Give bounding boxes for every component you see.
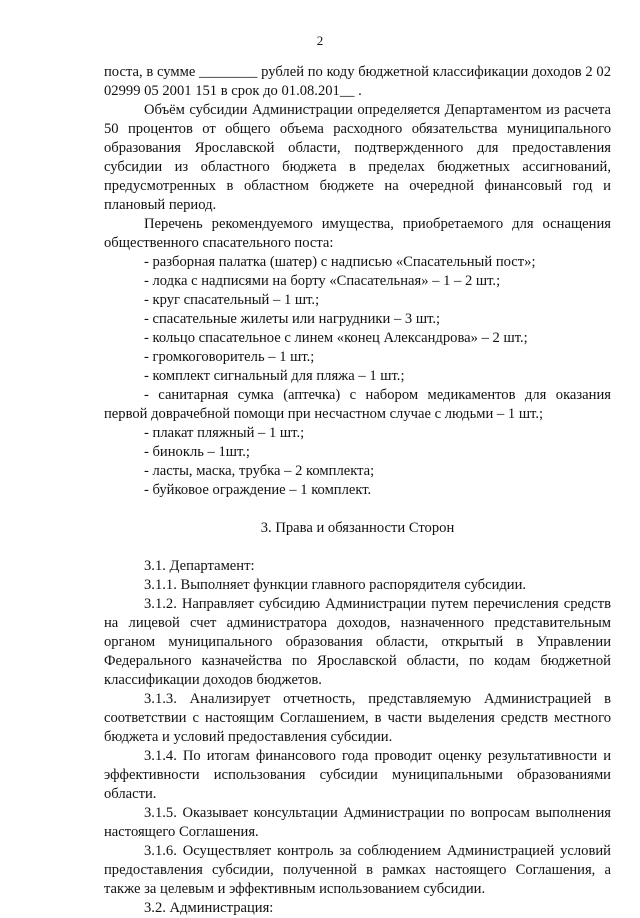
clause: 3.1.5. Оказывает консультации Администрации по вопросам выполнения настоящего Соглашения. — [104, 805, 611, 840]
list-item: - буйковое ограждение – 1 комплект. — [144, 482, 372, 498]
clause: 3.1.1. Выполняет функции главного распорядителя субсидии. — [144, 577, 527, 593]
clause: 3.1.4. По итогам финансового года проводит оценку результативности и эффективности использования субсидии муниципальными образованиями области. — [104, 748, 611, 802]
list-item: - лодка с надписями на борту «Спасательная» – 1 – 2 шт.; — [144, 273, 501, 289]
clause: 3.1.2. Направляет субсидию Администрации путем перечисления средств на лицевой счет администратора доходов, назначенного представительным органом муниципального образования области, открытый в Управлении Федерального казначейства по Ярославской области, по кодам бюджетной классификации доходов бюджетов. — [104, 596, 611, 688]
payment-terms-line: поста, в сумме ________ рублей по коду бюджетной классификации доходов 2 02 02999 05 2001 151 в срок до 01.08.201__ . — [104, 64, 611, 99]
list-item: - разборная палатка (шатер) с надписью «Спасательный пост»; — [144, 254, 536, 270]
list-item: - комплект сигнальный для пляжа – 1 шт.; — [144, 368, 405, 384]
section-heading: 3. Права и обязанности Сторон — [260, 520, 455, 536]
subsidy-volume-paragraph: Объём субсидии Администрации определяется Департаментом из расчета 50 процентов от общего объема расходного обязательства муниципального образования Ярославской области, подтвержденного для предоставления субсидии из областного бюджета в пределах бюджетных ассигнований, предусмотренных в областном бюджете на очередной финансовый год и плановый период. — [104, 102, 611, 213]
page-number: 2 — [316, 33, 324, 48]
list-item: - круг спасательный – 1 шт.; — [144, 292, 320, 308]
equipment-list-intro: Перечень рекомендуемого имущества, приобретаемого для оснащения общественного спасательного поста: — [104, 216, 611, 251]
list-item: - плакат пляжный – 1 шт.; — [144, 425, 305, 441]
list-item: - громкоговоритель – 1 шт.; — [144, 349, 315, 365]
list-item: - спасательные жилеты или нагрудники – 3 шт.; — [144, 311, 441, 327]
list-item: - санитарная сумка (аптечка) с набором медикаментов для оказания первой доврачебной помощи при несчастном случае с людьми – 1 шт.; — [104, 387, 611, 422]
list-item: - бинокль – 1шт.; — [144, 444, 250, 460]
clause: 3.1. Департамент: — [144, 558, 255, 574]
clause: 3.2. Администрация: — [144, 900, 274, 916]
equipment-list — [104, 253, 611, 500]
clause: 3.1.3. Анализирует отчетность, представляемую Администрацией в соответствии с настоящим Соглашением, в части выделения средств местного бюджета и условий предоставления субсидии. — [104, 691, 611, 745]
document-body — [104, 63, 611, 918]
list-item: - ласты, маска, трубка – 2 комплекта; — [144, 463, 375, 479]
list-item: - кольцо спасательное с линем «конец Александрова» – 2 шт.; — [144, 330, 528, 346]
clause: 3.1.6. Осуществляет контроль за соблюдением Администрацией условий предоставления субсидии, полученной в рамках настоящего Соглашения, а также за целевым и эффективным использованием субсидии. — [104, 843, 611, 897]
clauses-list — [104, 557, 611, 918]
